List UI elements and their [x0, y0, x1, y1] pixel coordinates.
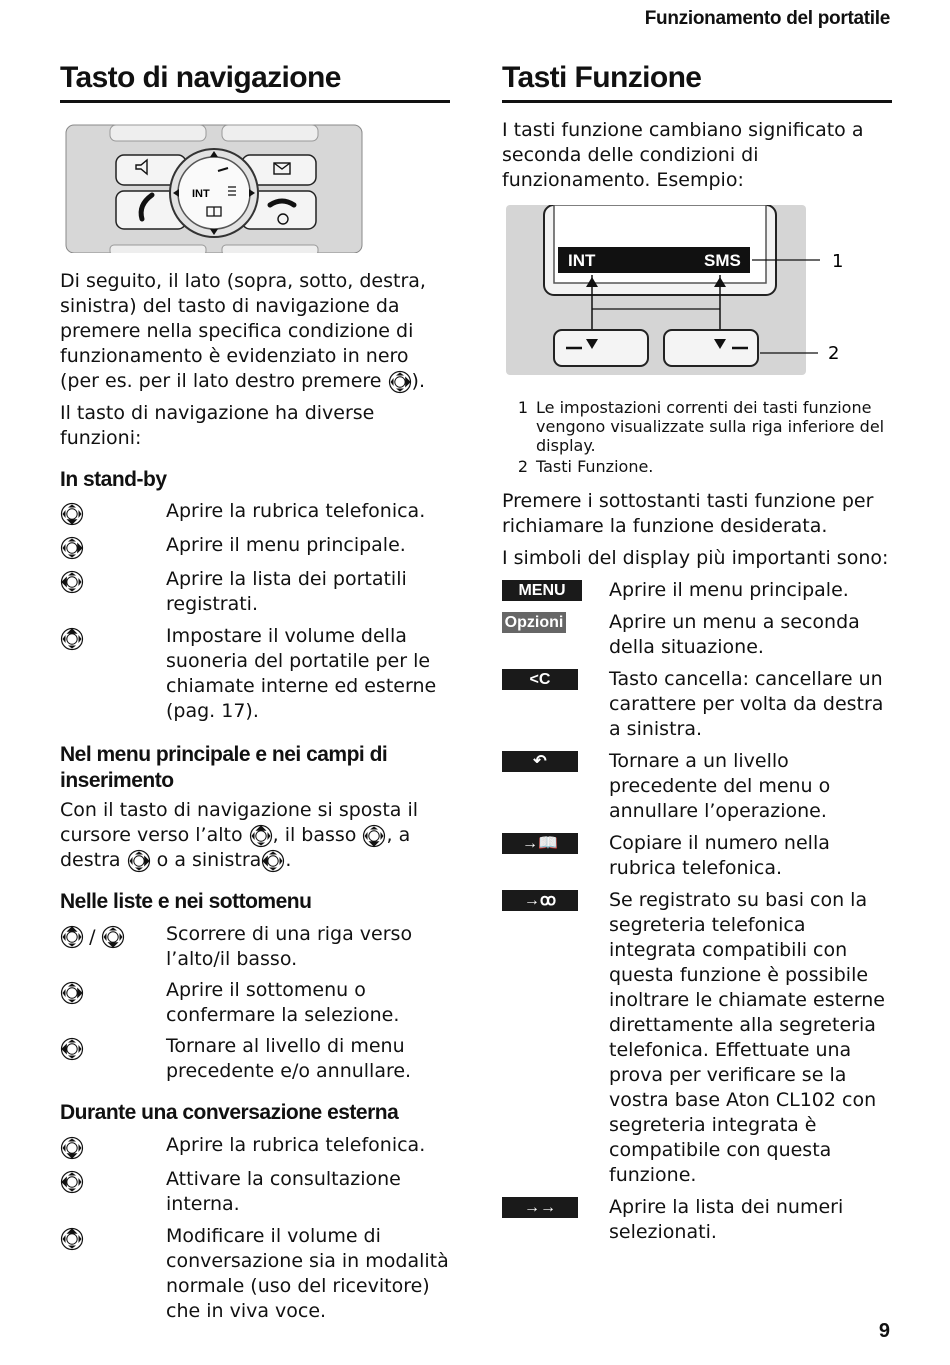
- symbol-row: [502, 610, 892, 660]
- nav-right-icon: [60, 536, 84, 560]
- standby-heading: In stand-by: [60, 468, 167, 491]
- page-number: 9: [878, 1320, 890, 1342]
- nav-right-icon: [60, 981, 84, 1005]
- nav-up-icon: [60, 627, 84, 651]
- left-column: [60, 60, 450, 1324]
- menu-text-1: Con il tasto di navigazione si sposta il cursore verso l’alto: [60, 799, 419, 846]
- nav-left-icon: [60, 570, 84, 594]
- navigation-key-figure: [64, 121, 450, 257]
- standby-item-text: Impostare il volume della suoneria del portatile per le chiamate interne ed esterne (pag. 17).: [166, 625, 437, 722]
- intro-paragraph-end: ).: [411, 370, 425, 392]
- footnote-number: 1: [517, 398, 528, 417]
- list-item: [60, 1224, 450, 1324]
- copy-to-phonebook-badge: →📖: [502, 833, 578, 854]
- symbol-row: [502, 888, 892, 1188]
- intro-functions: Il tasto di navigazione ha diverse funzioni:: [60, 402, 375, 449]
- standby-item-text: Aprire il menu principale.: [166, 534, 406, 556]
- section-title-function-keys: Tasti Funzione: [502, 60, 892, 103]
- menu-heading: Nel menu principale e nei campi di inserimento: [60, 743, 388, 792]
- footnote-text: Tasti Funzione.: [536, 457, 654, 476]
- answering-machine-badge: →ꝏ: [502, 890, 578, 911]
- section-title-navigation-key: Tasto di navigazione: [60, 60, 450, 103]
- symbol-row: [502, 578, 892, 603]
- symbol-text: Aprire la lista dei numeri selezionati.: [609, 1196, 844, 1243]
- footnote-text: Le impostazioni correnti dei tasti funzione vengono visualizzate sulla riga inferiore del display.: [536, 398, 885, 455]
- softkey-instructions: Premere i sottostanti tasti funzione per richiamare la funzione desiderata.: [502, 490, 874, 537]
- list-item: [60, 624, 450, 724]
- nav-down-icon: [60, 1136, 84, 1160]
- back-badge: ↶: [502, 751, 578, 772]
- symbols-intro: I simboli del display più importanti sono:: [502, 547, 889, 569]
- lists-heading: Nelle liste e nei sottomenu: [60, 890, 312, 913]
- nav-up-icon: [60, 925, 84, 949]
- display-softkey-left: INT: [568, 251, 596, 270]
- nav-down-icon: [60, 502, 84, 526]
- symbol-text: Tasto cancella: cancellare un carattere per volta da destra a sinistra.: [609, 668, 884, 740]
- callout-2: 2: [828, 343, 840, 364]
- list-item: [60, 978, 450, 1028]
- menu-badge: MENU: [502, 580, 582, 601]
- clear-badge: <C: [502, 669, 578, 690]
- function-keys-intro: I tasti funzione cambiano significato a seconda delle condizioni di funzionamento. Esempio:: [502, 119, 864, 191]
- list-item: [60, 1034, 450, 1084]
- symbol-text: Tornare a un livello precedente del menu o annullare l’operazione.: [609, 750, 831, 822]
- list-item: [60, 1167, 450, 1217]
- footnote: [502, 398, 892, 455]
- standby-item-text: Aprire la lista dei portatili registrati.: [166, 568, 407, 615]
- symbol-row: [502, 1195, 892, 1245]
- nav-left-icon: [261, 849, 285, 873]
- nav-down-icon: [101, 925, 125, 949]
- right-column: [502, 60, 892, 1245]
- footnote: [502, 457, 892, 476]
- separator: /: [89, 926, 96, 948]
- symbol-row: [502, 667, 892, 742]
- standby-item-text: Aprire la rubrica telefonica.: [166, 500, 426, 522]
- list-item: [60, 567, 450, 617]
- symbol-text: Copiare il numero nella rubrica telefonica.: [609, 832, 830, 879]
- display-figure: [502, 205, 892, 379]
- intro-paragraph: Di seguito, il lato (sopra, sotto, destra, sinistra) del tasto di navigazione da premere nella specifica condizione di funzionamento è evidenziato in nero (per es. per il lato destro premere: [60, 270, 426, 392]
- nav-left-icon: [60, 1037, 84, 1061]
- int-label: INT: [192, 188, 210, 200]
- symbols-list: [502, 578, 892, 1245]
- running-head: Funzionamento del portatile: [644, 8, 890, 29]
- nav-left-icon: [60, 1170, 84, 1194]
- lists-item-text: Aprire il sottomenu o confermare la selezione.: [166, 979, 400, 1026]
- menu-paragraph: [60, 798, 450, 873]
- list-item: [60, 533, 450, 560]
- call-item-text: Aprire la rubrica telefonica.: [166, 1134, 426, 1156]
- menu-text-5: .: [285, 849, 292, 871]
- nav-right-icon: [388, 370, 412, 394]
- symbol-text: Aprire un menu a seconda della situazione.: [609, 611, 860, 658]
- call-item-text: Attivare la consultazione interna.: [166, 1168, 401, 1215]
- menu-text-3: , a destra: [60, 824, 411, 871]
- list-item: [60, 1133, 450, 1160]
- symbol-text: Aprire il menu principale.: [609, 579, 849, 601]
- display-softkey-right: SMS: [704, 251, 741, 270]
- symbol-row: [502, 831, 892, 881]
- menu-text-2: , il basso: [272, 824, 357, 846]
- nav-down-icon: [362, 824, 386, 848]
- lists-item-text: Tornare al livello di menu precedente e/o annullare.: [166, 1035, 412, 1082]
- callout-1: 1: [832, 251, 844, 272]
- footnotes: [502, 398, 892, 476]
- call-item-text: Modificare il volume di conversazione sia in modalità normale (uso del ricevitore) che in viva voce.: [166, 1225, 449, 1322]
- list-item: [60, 922, 450, 972]
- call-heading: Durante una conversazione esterna: [60, 1101, 399, 1124]
- symbol-text: Se registrato su basi con la segreteria telefonica integrata compatibili con questa funzione è possibile inoltrare le chiamate esterne direttamente alla segreteria telefonica. Effettuate una prova per verificare se la vostra base Aton CL102 con segreteria integrata è compatibile con questa funzione.: [609, 889, 885, 1186]
- lists-item-text: Scorrere di una riga verso l’alto/il basso.: [166, 923, 413, 970]
- nav-right-icon: [127, 849, 151, 873]
- list-item: [60, 499, 450, 526]
- options-badge: Opzioni: [502, 612, 566, 633]
- symbol-row: [502, 749, 892, 824]
- menu-text-4: o a sinistra: [156, 849, 262, 871]
- nav-up-icon: [60, 1227, 84, 1251]
- redial-list-badge: →→: [502, 1197, 578, 1218]
- nav-up-icon: [249, 824, 273, 848]
- footnote-number: 2: [517, 457, 528, 476]
